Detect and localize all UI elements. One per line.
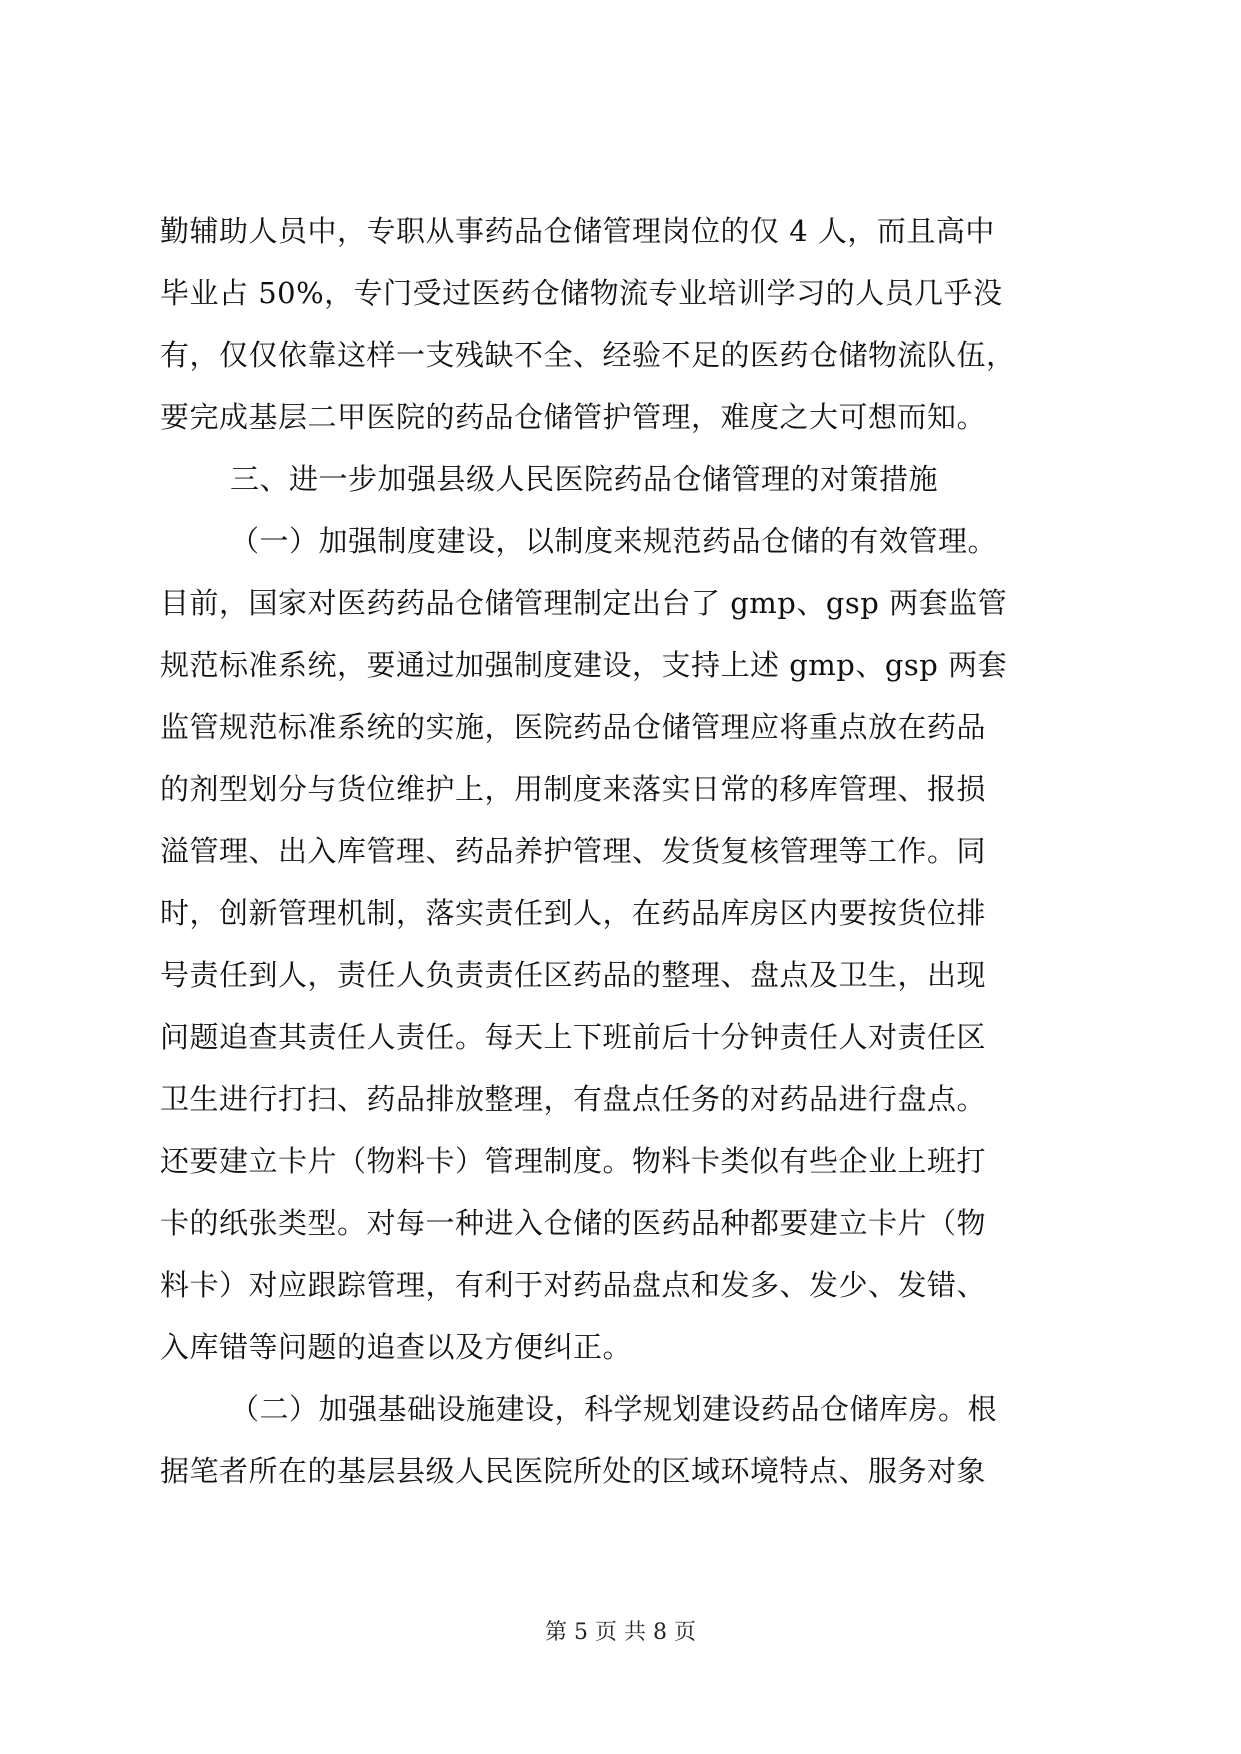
text-line: 勤辅助人员中，专职从事药品仓储管理岗位的仅 4 人，而且高中	[160, 214, 995, 248]
text-line: 监管规范标准系统的实施，医院药品仓储管理应将重点放在药品	[160, 710, 987, 744]
text-line: 毕业占 50%，专门受过医药仓储物流专业培训学习的人员几乎没	[160, 276, 1003, 310]
text-line: 据笔者所在的基层县级人民医院所处的区域环境特点、服务对象	[160, 1454, 987, 1488]
document-body	[160, 200, 1080, 1502]
subsection-heading: （一）加强制度建设，以制度来规范药品仓储的有效管理。	[230, 524, 998, 558]
text-line: 卫生进行打扫、药品排放整理，有盘点任务的对药品进行盘点。	[160, 1082, 987, 1116]
text-line: 卡的纸张类型。对每一种进入仓储的医药品种都要建立卡片（物	[160, 1206, 987, 1240]
text-line: 入库错等问题的追查以及方便纠正。	[160, 1330, 633, 1364]
text-line: 号责任到人，责任人负责责任区药品的整理、盘点及卫生，出现	[160, 958, 987, 992]
text-line: 规范标准系统，要通过加强制度建设，支持上述 gmp、gsp 两套	[160, 648, 1008, 682]
text-line: 溢管理、出入库管理、药品养护管理、发货复核管理等工作。同	[160, 834, 987, 868]
text-line: 时，创新管理机制，落实责任到人，在药品库房区内要按货位排	[160, 896, 987, 930]
text-line: 问题追查其责任人责任。每天上下班前后十分钟责任人对责任区	[160, 1020, 987, 1054]
text-line: 还要建立卡片（物料卡）管理制度。物料卡类似有些企业上班打	[160, 1144, 987, 1178]
text-line: 的剂型划分与货位维护上，用制度来落实日常的移库管理、报损	[160, 772, 987, 806]
section-heading: 三、进一步加强县级人民医院药品仓储管理的对策措施	[230, 462, 939, 496]
text-line: 有，仅仅依靠这样一支残缺不全、经验不足的医药仓储物流队伍，	[160, 338, 1016, 372]
text-line: 目前，国家对医药药品仓储管理制定出台了 gmp、gsp 两套监管	[160, 586, 1008, 620]
text-line: 料卡）对应跟踪管理，有利于对药品盘点和发多、发少、发错、	[160, 1268, 987, 1302]
subsection-heading: （二）加强基础设施建设，科学规划建设药品仓储库房。根	[230, 1392, 998, 1426]
text-line: 要完成基层二甲医院的药品仓储管护管理，难度之大可想而知。	[160, 400, 987, 434]
page-number: 第 5 页 共 8 页	[545, 1620, 696, 1645]
